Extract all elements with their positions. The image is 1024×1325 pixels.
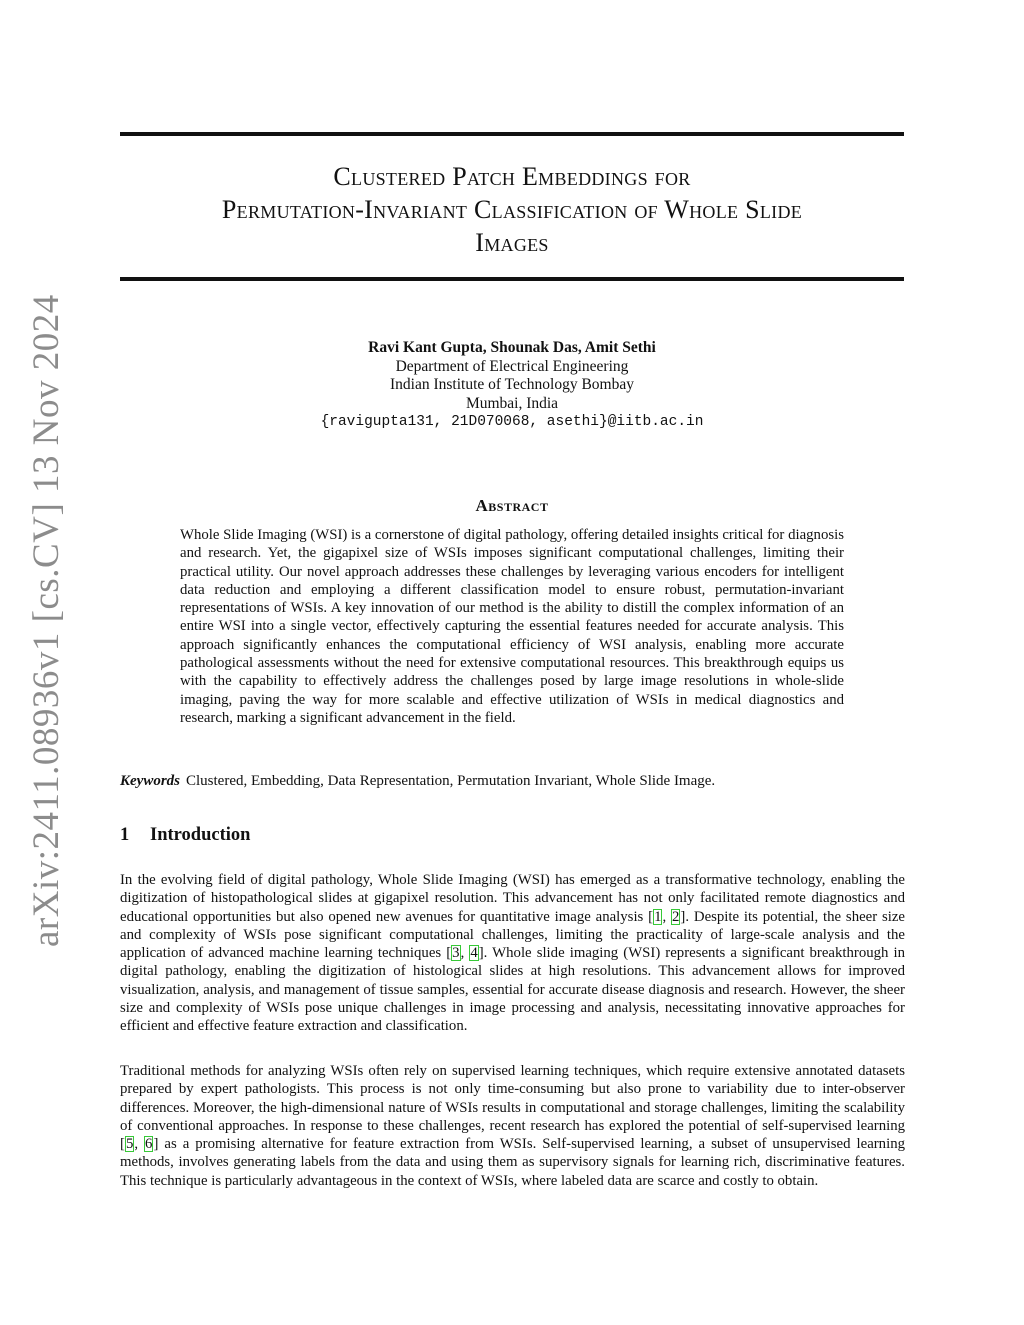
author-emails: {ravigupta131, 21D070068, asethi}@iitb.ac.in	[320, 414, 704, 430]
keywords-line	[120, 772, 904, 790]
paper-title	[120, 160, 904, 259]
para1-text-c: ]. Whole slide imaging (WSI) represents a significant breakthrough in digital pathology, enabling the digitization of histological slides at high resolutions. This advancement allows for improved visualization, analysis, and management of tissue samples, essential for accurate disease diagnosis and research. However, the sheer size and complexity of WSIs pose unique challenges in image processing and analysis, necessitating innovative approaches for efficient and effective feature extraction and classification.	[120, 945, 905, 1035]
section-number: 1	[120, 825, 130, 845]
intro-paragraph-2	[120, 1062, 905, 1190]
author-location: Mumbai, India	[465, 394, 559, 412]
para1-text-b: ]. Despite its potential, the sheer size and complexity of WSIs pose significant computational challenges, limiting the practicality of large-scale analysis and the application of advanced machine learning techniques [	[120, 908, 905, 962]
author-block	[120, 339, 904, 432]
author-institute: Indian Institute of Technology Bombay	[389, 376, 634, 393]
citation-link-1[interactable]: 1	[654, 908, 662, 925]
para2-citation-sep: ,	[134, 1136, 145, 1153]
citation-link-4[interactable]: 4	[470, 945, 478, 962]
para1-text-a: In the evolving field of digital pathology, Whole Slide Imaging (WSI) has emerged as a transformative technology, enabling the digitization of histopathological slides at gigapixel resolution. This advancement has not only facilitated remote diagnostics and educational opportunities but also opened new avenues for quantitative image analysis [	[120, 872, 905, 925]
intro-paragraph-1	[120, 871, 905, 1036]
title-line-3: Images	[475, 228, 549, 257]
para2-text-a: Traditional methods for analyzing WSIs often rely on supervised learning techniques, which require extensive annotated datasets prepared by expert pathologists. This process is not only time-consuming but also prone to variability due to inter-observer differences. Moreover, the high-dimensional nature of WSIs results in computational and storage challenges, limiting the scalability of conventional approaches. In response to these challenges, recent research has explored the potential of self-supervised learning [	[120, 1063, 905, 1153]
author-names: Ravi Kant Gupta, Shounak Das, Amit Sethi	[368, 339, 656, 356]
para2-text-b: ] as a promising alternative for feature extraction from WSIs. Self-supervised learning, a subset of unsupervised learning methods, involves generating labels from the data and using them as supervisory signals for learning rich, discriminative features. This technique is particularly advantageous in the context of WSIs, where labeled data are scarce and costly to obtain.	[120, 1136, 905, 1189]
arxiv-identifier-stamp: arXiv:2411.08936v1 [cs.CV] 13 Nov 2024	[26, 294, 67, 947]
para1-citation-sep-1: ,	[662, 908, 672, 925]
keywords-label: Keywords	[120, 773, 180, 789]
title-line-1: Clustered Patch Embeddings for	[333, 162, 691, 191]
section-title: Introduction	[150, 825, 251, 845]
title-rule-bottom	[120, 277, 904, 281]
title-line-2: Permutation-Invariant Classification of Whole Slide	[221, 195, 803, 224]
citation-link-3[interactable]: 3	[452, 945, 460, 962]
title-rule-top	[120, 132, 904, 136]
abstract-text: Whole Slide Imaging (WSI) is a cornerstone of digital pathology, offering detailed insights critical for diagnosis and research. Yet, the gigapixel size of WSIs imposes significant computational challenges, limiting their practical utility. Our novel approach addresses these challenges by leveraging various encoders for intelligent data reduction and employing a different classification model to ensure robust, permutation-invariant representations of WSIs. A key innovation of our method is the ability to distill the complex information of an entire WSI into a single vector, effectively capturing the essential features needed for accurate analysis. This approach significantly enhances the computational efficiency of WSI analysis, enabling more accurate pathological assessments without the need for extensive computational resources. This breakthrough equips us with the capability to effectively address the challenges posed by large image resolutions in whole-slide imaging, paving the way for more scalable and effective utilization of WSIs in medical diagnostics and research, marking a significant advancement in the field.	[180, 527, 844, 726]
keywords-text: Clustered, Embedding, Data Representation, Permutation Invariant, Whole Slide Image.	[186, 773, 716, 789]
author-department: Department of Electrical Engineering	[395, 357, 629, 375]
section-heading-introduction	[120, 825, 250, 846]
citation-link-2[interactable]: 2	[672, 908, 680, 925]
citation-link-6[interactable]: 6	[145, 1136, 153, 1153]
citation-link-5[interactable]: 5	[125, 1136, 134, 1153]
abstract-heading: Abstract	[475, 496, 549, 515]
para1-citation-sep-2: ,	[460, 945, 470, 962]
